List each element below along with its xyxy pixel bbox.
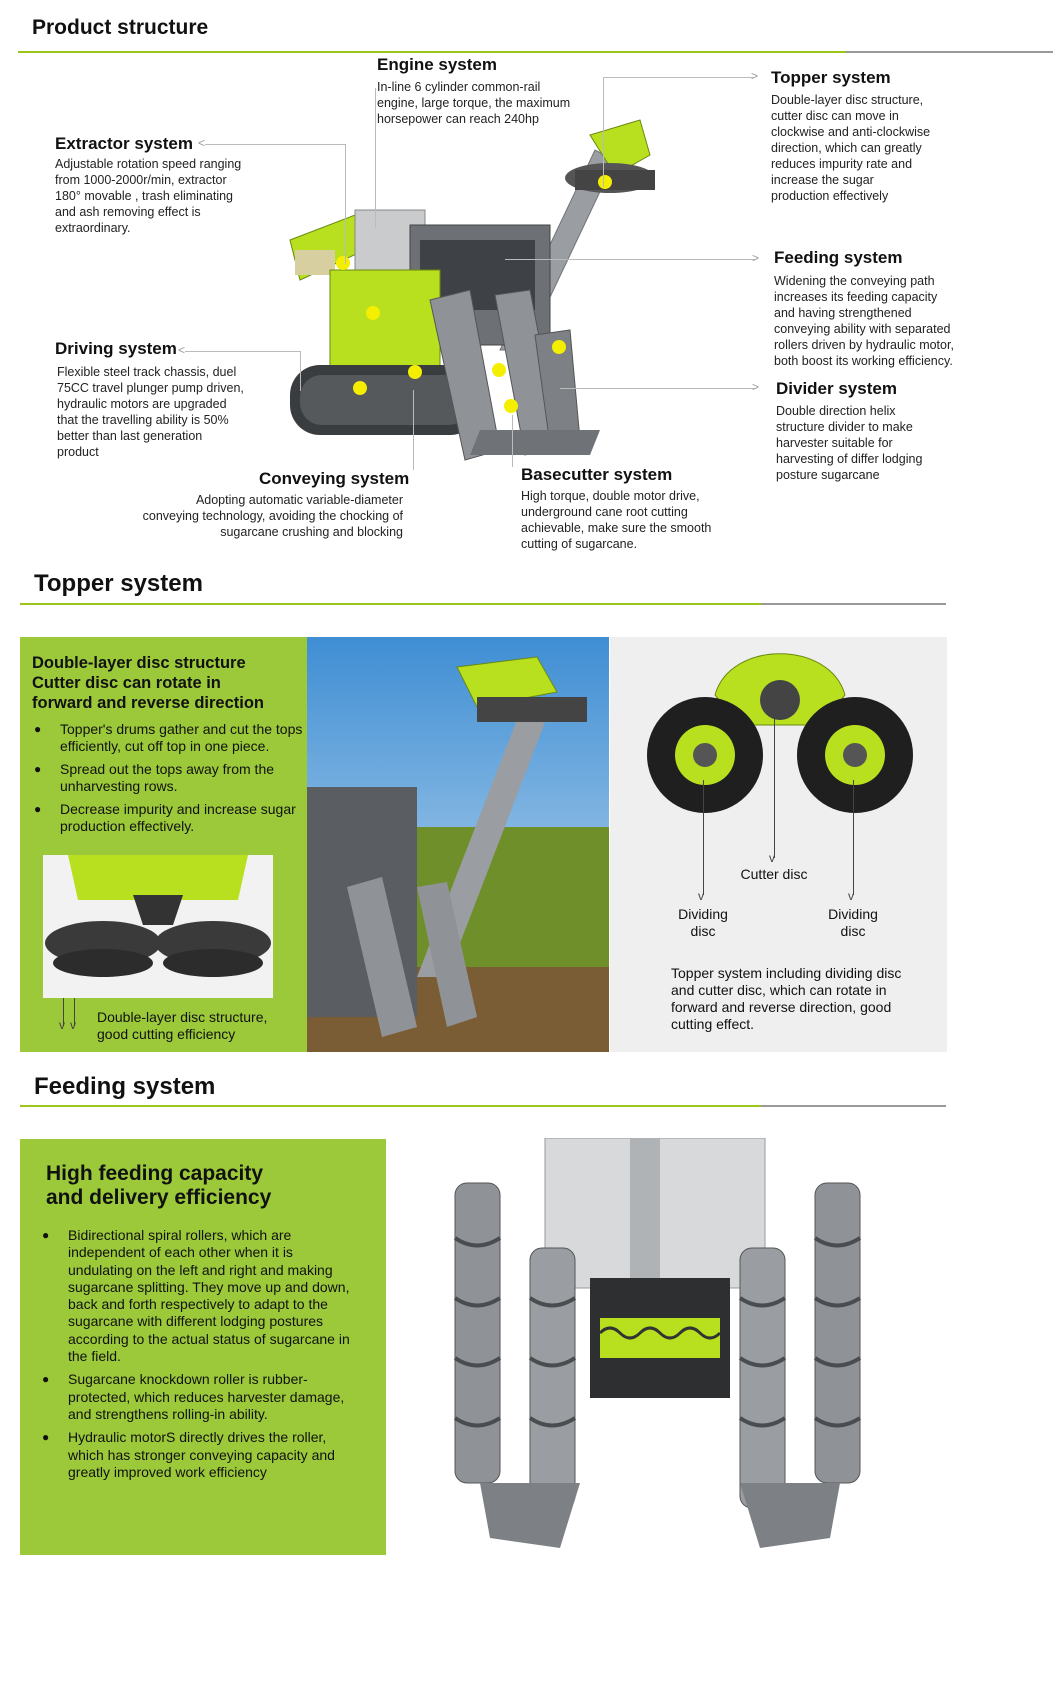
extractor-system-text: Adjustable rotation speed ranging from 1000-2000r/min, extractor 180° movable , trash eliminating and ash removing effect is extraordinary. [55, 157, 242, 235]
basecutter-leader [512, 415, 513, 467]
topper-field-photo [307, 637, 609, 1052]
feeding-bullet: ● Bidirectional spiral rollers, which are independent of each other when it is undulating on the left and right and making sugarcane splitting. They move up and down, back and forth respectively to adapt to the sugarcane with different lodging postures according to the actual status of sugarcane in the field. [40, 1227, 360, 1365]
inset-arrows: v v [58, 998, 88, 1030]
dividing-left-arrow: v [698, 889, 704, 903]
extractor-system-title: Extractor system [55, 134, 193, 153]
topper-bullet: ● Spread out the tops away from the unharvesting rows. [32, 761, 307, 795]
product-structure-divider [18, 51, 1053, 53]
feeding-section-divider [20, 1105, 946, 1107]
engine-system-title: Engine system [377, 55, 497, 74]
dividing-right-arrow: v [848, 889, 854, 903]
feeding-bullet: ● Hydraulic motorS directly drives the roller, which has stronger conveying capacity and greatly improved work efficiency [40, 1429, 360, 1481]
extractor-leader-v [345, 144, 346, 264]
driving-system-text: Flexible steel track chassis, duel 75CC travel plunger pump driven, hydraulic motors are upgraded that the travelling ability is 50% better than last generation product [57, 365, 244, 459]
divider-system-text: Double direction helix structure divider to make harvester suitable for harvesting of differ lodging posture sugarcane [776, 404, 923, 482]
topper-heading: Double-layer disc structure Cutter disc can rotate in forward and reverse direction [32, 654, 264, 712]
cutter-disc-line [774, 718, 775, 858]
topper-system-text: Double-layer disc structure, cutter disc can move in clockwise and anti-clockwise direction, which can greatly reduces impurity rate and increase the sugar production effectively [771, 93, 931, 203]
feeding-leader [505, 259, 755, 260]
extractor-leader [205, 144, 345, 145]
extractor-arrow: < [198, 136, 206, 150]
feeding-rollers-photo [450, 1138, 870, 1558]
topper-leader-v [603, 77, 604, 187]
double-layer-disc-image [43, 855, 273, 998]
feeding-bullet: ● Sugarcane knockdown roller is rubber-protected, which reduces harvester damage, and strengthens rolling-in ability. [40, 1371, 360, 1423]
dividing-left-line [703, 780, 704, 895]
topper-bullet: ● Decrease impurity and increase sugar production effectively. [32, 801, 307, 835]
dividing-right-line [853, 780, 854, 895]
harvester-illustration [270, 100, 673, 515]
feeding-heading: High feeding capacity and delivery efficiency [46, 1162, 272, 1209]
topper-section-divider [20, 603, 946, 605]
divider-leader [560, 388, 755, 389]
conveying-system-title: Conveying system [259, 469, 410, 488]
cutter-disc-label: Cutter disc [740, 866, 808, 882]
conveying-system-text: Adopting automatic variable-diameter conveying technology, avoiding the chocking of sugarcane crushing and blocking [142, 493, 403, 539]
inset-caption: Double-layer disc structure, good cutting efficiency [97, 1009, 268, 1042]
feeding-system-title: Feeding system [774, 248, 903, 267]
basecutter-system-title: Basecutter system [521, 465, 673, 484]
topper-bullet: ● Topper's drums gather and cut the tops efficiently, cut off top in one piece. [32, 721, 307, 755]
feeding-arrow: > [752, 251, 760, 265]
feeding-bullets [40, 1227, 360, 1487]
product-structure-title: Product structure [32, 16, 209, 39]
driving-system-title: Driving system [55, 339, 177, 358]
driving-leader [185, 351, 300, 352]
dividing-disc-right-label: Dividing disc [828, 906, 878, 939]
conveying-leader [413, 390, 414, 470]
feeding-section-title: Feeding system [34, 1073, 216, 1100]
topper-system-title: Topper system [771, 68, 891, 87]
feeding-system-text: Widening the conveying path increases its feeding capacity and having strengthened conveying ability with separated rollers driven by hydraulic motor, both boost its working efficiency. [774, 274, 954, 368]
topper-discs-image [630, 640, 925, 815]
topper-description: Topper system including dividing disc and cutter disc, which can rotate in forward and reverse direction, good cutting effect. [671, 965, 902, 1032]
driving-leader-v [300, 351, 301, 391]
basecutter-system-text: High torque, double motor drive, underground cane root cutting achievable, make sure the smooth cutting of sugarcane. [521, 489, 712, 551]
topper-bullets [32, 721, 307, 841]
topper-section-title: Topper system [34, 570, 203, 597]
topper-leader [603, 77, 753, 78]
divider-system-title: Divider system [776, 379, 897, 398]
dividing-disc-left-label: Dividing disc [678, 906, 728, 939]
engine-leader [375, 88, 376, 228]
divider-arrow: > [752, 380, 760, 394]
cutter-disc-arrow: v [769, 851, 775, 865]
topper-arrow: > [751, 69, 759, 83]
driving-arrow: < [178, 343, 186, 357]
engine-system-text: In-line 6 cylinder common-rail engine, large torque, the maximum horsepower can reach 240hp [377, 80, 571, 126]
